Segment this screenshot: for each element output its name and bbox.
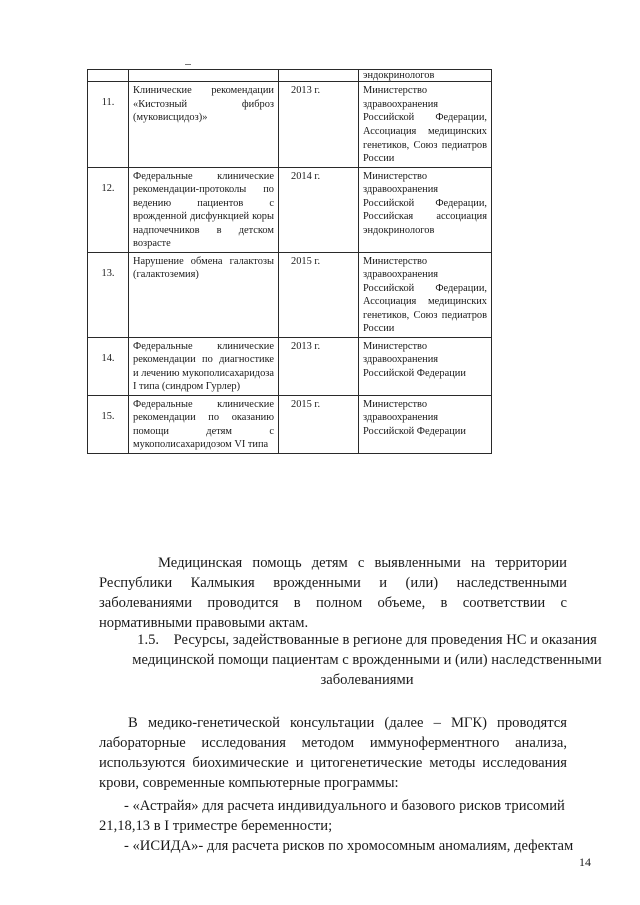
paragraph-medical-care: Медицинская помощь детям с выявленными на территории Республики Калмыкия врожденными и (или) наследственными заболеваниями проводится в полном объеме, в соответствии с нормативными правовыми актам. — [99, 555, 567, 631]
table-row — [88, 167, 492, 252]
row-number: 14. — [88, 337, 129, 395]
guideline-year: 2015 г. — [279, 395, 359, 453]
clinical-guidelines-table — [87, 69, 492, 454]
guideline-name: Федеральные клинические рекомендации по оказанию помощи детям с мукополисахаридозом VI типа — [129, 395, 279, 453]
row-number: 15. — [88, 395, 129, 453]
org-cell: Министерство здравоохранения Российской Федерации — [359, 395, 492, 453]
guideline-name: Федеральные клинические рекомендации по диагностике и лечению мукополисахаридоза I типа (синдром Гурлер) — [129, 337, 279, 395]
org-cell: Министерство здравоохранения Российской Федерации, Ассоциация медицинских генетиков, Союз педиатров России — [359, 252, 492, 337]
row-number: 12. — [88, 167, 129, 252]
guideline-name: Федеральные клинические рекомендации-протоколы по ведению пациентов с врожденной дисфункцией коры надпочечников в детском возрасте — [129, 167, 279, 252]
guideline-name: Нарушение обмена галактозы (галактоземия) — [129, 252, 279, 337]
guideline-name: Клинические рекомендации «Кистозный фиброз (муковисцидоз)» — [129, 82, 279, 167]
row-number: 13. — [88, 252, 129, 337]
table-row — [88, 395, 492, 453]
table-row — [88, 252, 492, 337]
guideline-year: 2013 г. — [279, 337, 359, 395]
list-item-isida: - «ИСИДА»- для расчета рисков по хромосомным аномалиям, дефектам — [124, 838, 574, 854]
row-number: 11. — [88, 82, 129, 167]
org-cell: эндокринологов — [359, 70, 492, 82]
table-row-continuation — [88, 70, 492, 82]
section-number: 1.5. — [137, 632, 160, 648]
section-title: Ресурсы, задействованные в регионе для проведения НС и оказания медицинской помощи пациентам с врожденными и (или) наследственными заболеваниями — [132, 632, 602, 688]
page-number: 14 — [579, 855, 591, 869]
org-cell: Министерство здравоохранения Российской Федерации, Ассоциация медицинских генетиков, Союз педиатров России — [359, 82, 492, 167]
guideline-year: 2014 г. — [279, 167, 359, 252]
org-cell: Министерство здравоохранения Российской Федерации — [359, 337, 492, 395]
table-row — [88, 337, 492, 395]
guideline-year: 2015 г. — [279, 252, 359, 337]
list-item-astraia: - «Астрайя» для расчета индивидуального и базового рисков трисомий 21,18,13 в I триместре беременности; — [99, 798, 565, 834]
paragraph-mgk: В медико-генетической консультации (далее – МГК) проводятся лабораторные исследования методом иммуноферментного анализа, используются биохимические и цитогенетические методы исследования крови, современные компьютерные программы: — [99, 715, 567, 791]
org-cell: Министерство здравоохранения Российской Федерации, Российская ассоциация эндокринологов — [359, 167, 492, 252]
guideline-year: 2013 г. — [279, 82, 359, 167]
section-heading — [132, 630, 602, 690]
table-row — [88, 82, 492, 167]
scan-mark — [185, 64, 191, 65]
